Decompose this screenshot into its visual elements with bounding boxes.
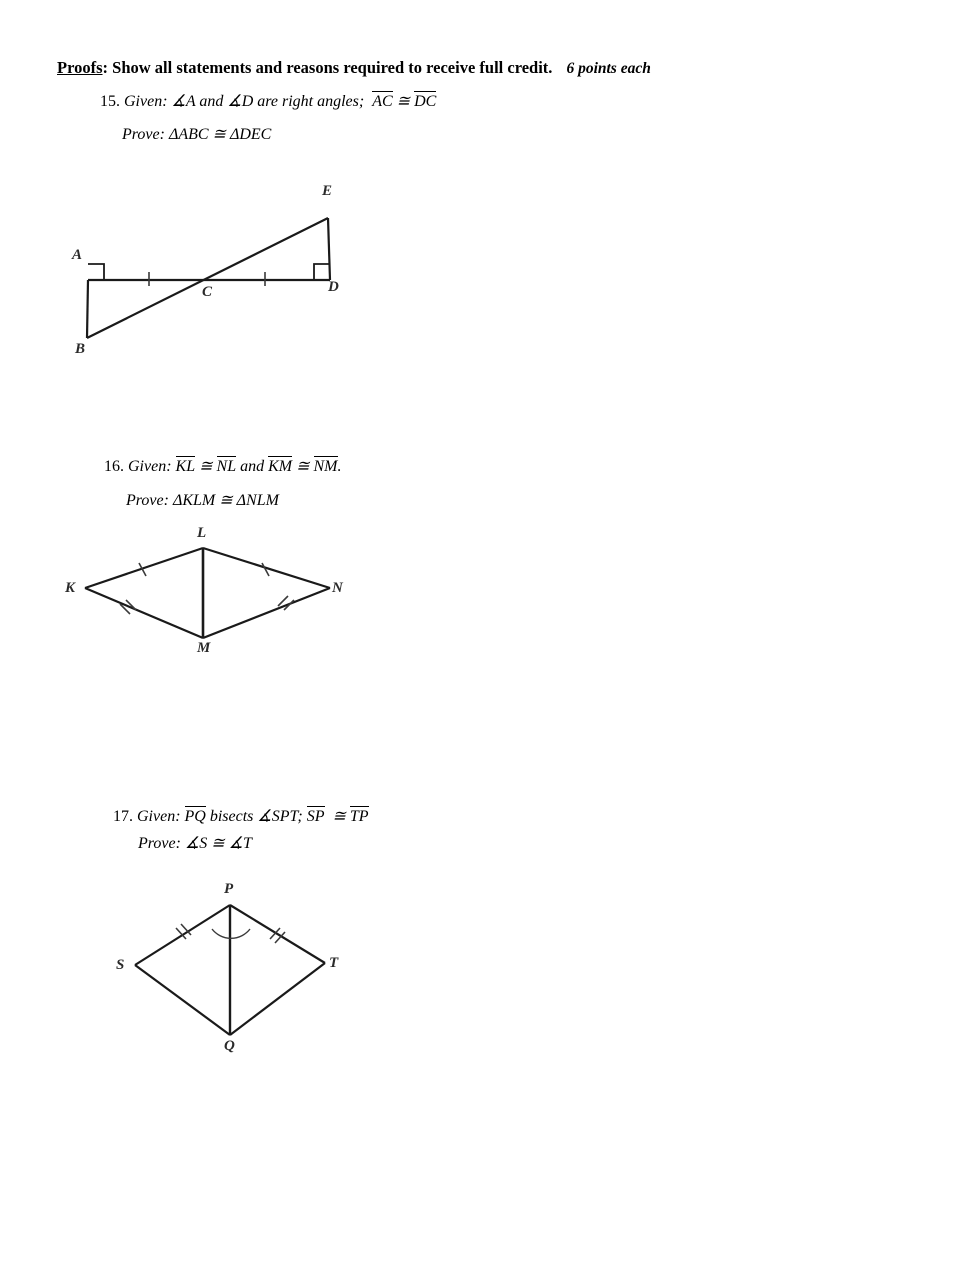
problem-17-segment-pq: PQ xyxy=(184,808,206,825)
problem-15-segment-dc: DC xyxy=(414,93,437,110)
point-label-p: P xyxy=(224,881,234,897)
page-title xyxy=(57,58,651,78)
problem-15-prove-label: Prove xyxy=(122,126,160,143)
point-label-b: B xyxy=(75,341,86,357)
point-label-d: D xyxy=(328,279,339,295)
kite-klmn-figure xyxy=(60,525,380,690)
problem-17-prove-label: Prove xyxy=(138,835,176,852)
angle-icon: ∡ xyxy=(228,835,244,852)
problem-16-prove xyxy=(126,490,279,510)
problem-16-and: and xyxy=(240,458,265,475)
problem-16-given: 16. Given: KL ≅ NL and KM ≅ NM. xyxy=(104,458,342,475)
kite-spqt-figure xyxy=(110,881,410,1065)
points-note: 6 points each xyxy=(566,60,651,77)
problem-16-period: . xyxy=(337,458,342,475)
problem-17-given: 17. Given: PQ bisects ∡SPT; SP ≅ TP xyxy=(113,808,369,825)
point-label-m: M xyxy=(197,640,211,656)
page-title-rest: : Show all statements and reasons required to receive full credit. xyxy=(102,58,553,77)
problem-16-given-label: Given xyxy=(128,458,167,475)
problem-17-angle-spt: SPT; xyxy=(271,808,303,825)
problem-16-number: 16. xyxy=(104,458,124,475)
problem-15-given-label: Given xyxy=(124,93,163,110)
problem-16-segment-kl: KL xyxy=(175,458,196,475)
congruent-icon: ≅ xyxy=(199,458,213,475)
problem-17-bisects: bisects xyxy=(209,808,254,825)
angle-icon: ∡ xyxy=(171,93,186,110)
problem-16-prove-label: Prove xyxy=(126,492,164,509)
triangle-abc-dec-figure xyxy=(60,183,380,370)
problem-17-number: 17. xyxy=(113,808,133,825)
problem-15-segment-ac: AC xyxy=(372,93,393,110)
congruent-icon: ≅ xyxy=(296,458,310,475)
page-title-underlined: Proofs xyxy=(57,58,103,77)
problem-17-segment-sp: SP xyxy=(306,808,325,825)
congruent-icon: ≅ xyxy=(396,93,411,110)
congruent-icon: ≅ xyxy=(332,808,346,825)
problem-17-prove-colon: : xyxy=(175,835,185,852)
problem-15-given-text-b: D are right angles; xyxy=(241,93,365,110)
angle-icon: ∡ xyxy=(257,808,272,825)
problem-17-prove-text-b: S ≅ xyxy=(199,835,229,852)
problem-15-prove xyxy=(122,124,271,144)
point-label-q: Q xyxy=(224,1038,235,1054)
angle-icon: ∡ xyxy=(184,835,200,852)
point-label-a: A xyxy=(72,247,83,263)
problem-16-segment-nl: NL xyxy=(216,458,237,475)
kite-klmn-svg xyxy=(60,530,380,690)
point-label-l: L xyxy=(197,525,207,541)
kite-spqt-svg xyxy=(110,885,410,1065)
point-label-k: K xyxy=(65,580,76,596)
problem-17-segment-tp: TP xyxy=(349,808,369,825)
point-label-s: S xyxy=(116,957,125,973)
problem-17-given-label: Given xyxy=(137,808,176,825)
point-label-e: E xyxy=(322,183,333,199)
problem-16-segment-km: KM xyxy=(268,458,293,475)
problem-16-segment-nm: NM xyxy=(313,458,338,475)
point-label-n: N xyxy=(332,580,343,596)
point-label-c: C xyxy=(202,284,213,300)
problem-16-prove-text: : ΔKLM ≅ ΔNLM xyxy=(163,492,279,509)
angle-icon: ∡ xyxy=(227,93,242,110)
problem-15-given: 15. Given: ∡A and ∡D are right angles; AC ≅ DC xyxy=(100,93,437,110)
problem-15-prove-text: : ΔABC ≅ ΔDEC xyxy=(159,126,272,143)
problem-15-given-text-a: A and xyxy=(185,93,228,110)
point-label-t: T xyxy=(329,955,339,971)
problem-17-prove xyxy=(138,833,252,853)
problem-17-prove-text-c: T xyxy=(243,835,252,852)
problem-15-number: 15. xyxy=(100,93,120,110)
